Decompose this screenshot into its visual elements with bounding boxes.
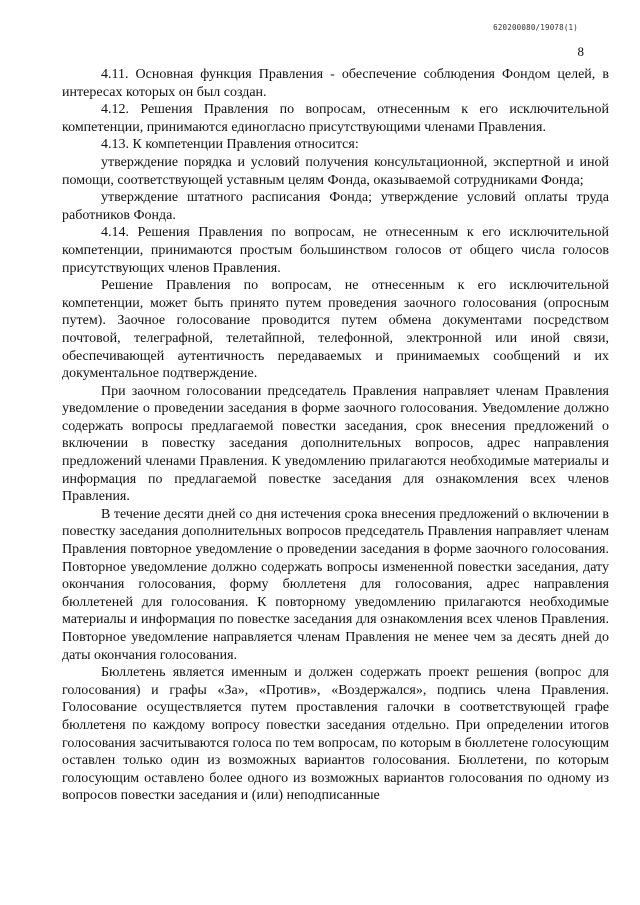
paragraph-notification: При заочном голосовании председатель Правления направляет членам Правления уведомление о проведении заседания в форме заочного голосования. Уведомление должно содержать вопросы предлагаемой повестки заседания, срок внесения предложений о включении в повестку заседания дополнительных вопросов, адрес направления предложений членами Правления. К уведомлению прилагаются необходимые материалы и информация по предлагаемой повестке заседания для ознакомления всех членов Правления. xyxy=(62,383,609,505)
paragraph-ballot: Бюллетень является именным и должен содержать проект решения (вопрос для голосования) и графы «За», «Против», «Воздержался», подпись члена Правления. Голосование осуществляется путем проставления галочки в соответствующей графе бюллетеня по каждому вопросу повестки заседания отдельно. При определении итогов голосования засчитываются голоса по тем вопросам, по которым в бюллетене голосующим оставлен только один из возможных вариантов голосования. Бюллетени, по которым голосующим оставлено более одного из возможных вариантов голосования по одному из вопросов повестки заседания и (или) неподписанные xyxy=(62,665,609,804)
paragraph-4-13: 4.13. К компетенции Правления относится: xyxy=(101,137,359,153)
paragraph-4-11: 4.11. Основная функция Правления - обеспечение соблюдения Фондом целей, в интересах которых он был создан. xyxy=(62,67,609,100)
paragraph-4-14: 4.14. Решения Правления по вопросам, не отнесенным к его исключительной компетенции, принимаются простым большинством голосов от общего числа голосов присутствующих членов Правления. xyxy=(62,225,609,276)
paragraph-4-12: 4.12. Решения Правления по вопросам, отнесенным к его исключительной компетенции, принимаются единогласно присутствующими членами Правления. xyxy=(62,102,609,135)
paragraph-absentee-voting: Решение Правления по вопросам, не отнесенным к его исключительной компетенции, может быть принято путем проведения заочного голосования (опросным путем). Заочное голосование проводится путем обмена документами посредством почтовой, телеграфной, телетайпной, телефонной, электронной или иной связи, обеспечивающей аутентичность передаваемых и принимаемых сообщений и их документальное подтверждение. xyxy=(62,278,609,382)
competence-item-2: утверждение штатного расписания Фонда; утверждение условий оплаты труда работников Фонда. xyxy=(62,190,609,223)
competence-item-1: утверждение порядка и условий получения консультационной, экспертной и иной помощи, соответствующей уставным целям Фонда, оказываемой сотрудниками Фонда; xyxy=(62,154,609,188)
paragraph-repeat-notification: В течение десяти дней со дня истечения срока внесения предложений о включении в повестку заседания дополнительных вопросов председатель Правления направляет членам Правления повторное уведомление о проведении заседания в форме заочного голосования. Повторное уведомление должно содержать вопросы измененной повестки заседания, дату окончания голосования, форму бюллетеня для голосования, адрес направления бюллетеней для голосования. К повторному уведомлению прилагаются необходимые материалы и информация по повестке заседания для ознакомления всех членов Правления. Повторное уведомление направляется членам Правления не менее чем за десять дней до даты окончания голосования. xyxy=(62,506,609,663)
document-body xyxy=(62,66,609,805)
document-id: 620200080/19078(1) xyxy=(493,23,578,32)
page-number: 8 xyxy=(577,44,584,59)
